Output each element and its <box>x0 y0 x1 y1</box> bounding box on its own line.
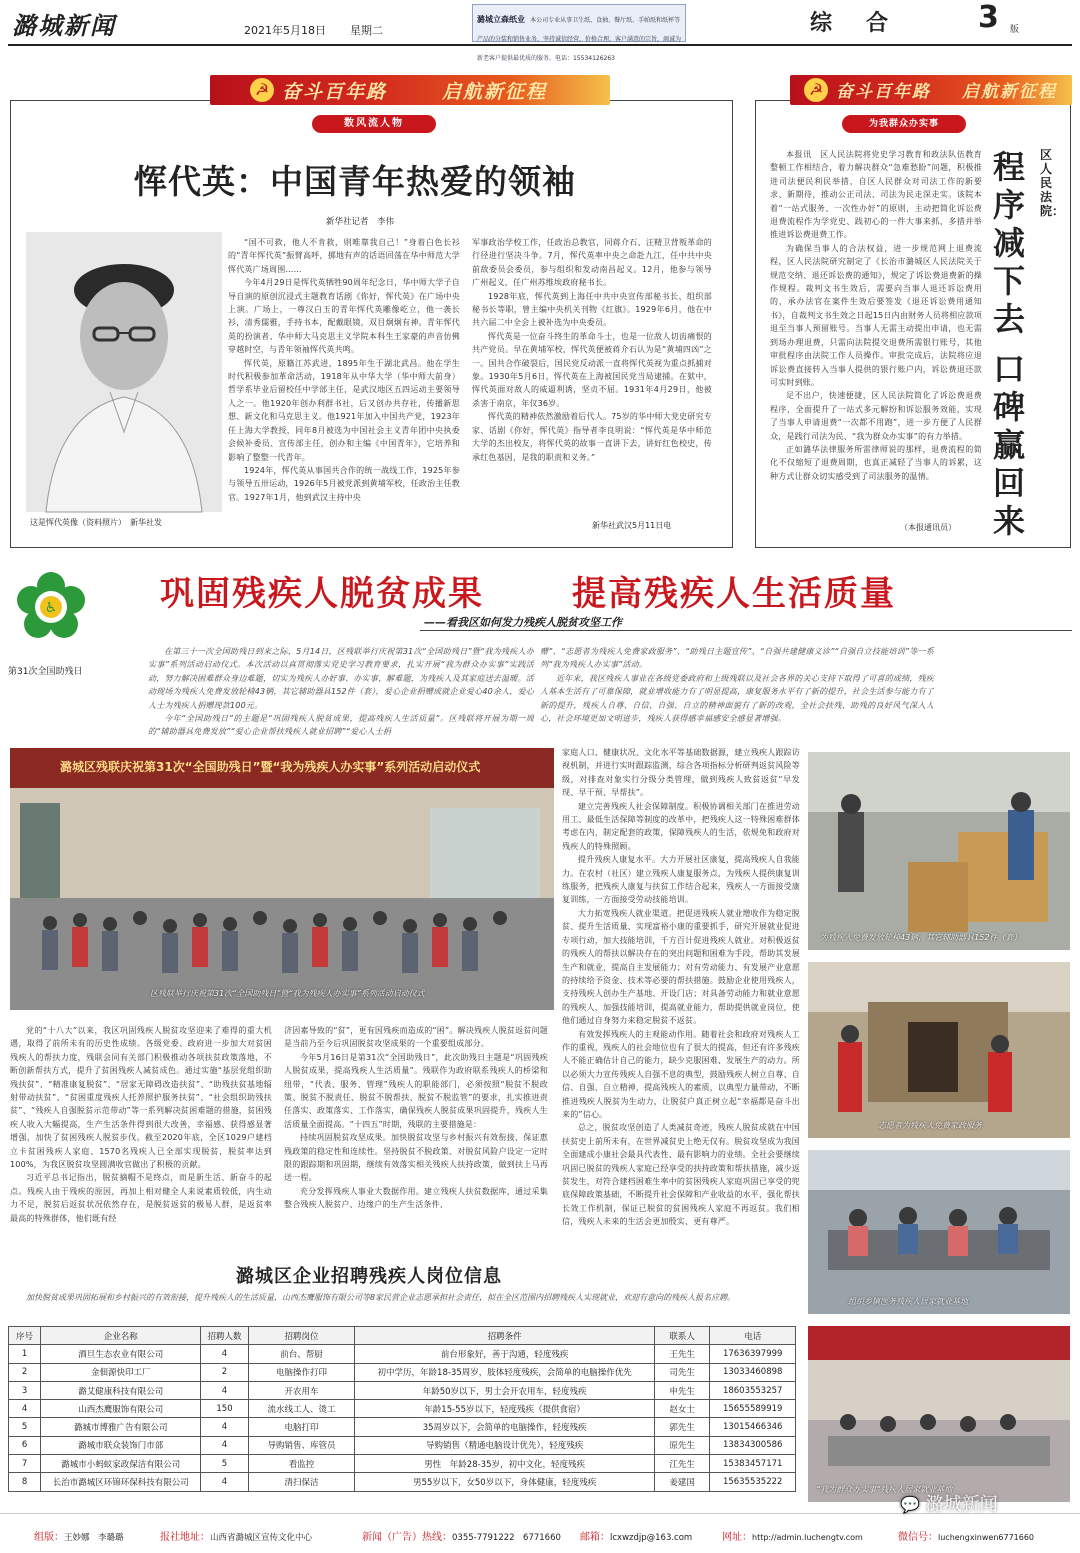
col-header: 招聘条件 <box>355 1327 654 1345</box>
photo-caption: 组织乡镇医务残疾人居家就业基地 <box>848 1297 968 1306</box>
banner-slogan-right: 启航新征程 <box>962 82 1057 102</box>
table-cell: 1 <box>9 1345 41 1363</box>
table-cell: 流水线工人、烫工 <box>248 1400 355 1418</box>
table-cell: 原先生 <box>654 1436 710 1454</box>
distribution-scene <box>808 752 1070 950</box>
banner-left <box>210 75 610 105</box>
table-cell: 4 <box>201 1436 248 1454</box>
table-cell: 4 <box>201 1418 248 1436</box>
table-cell: 看监控 <box>248 1455 355 1473</box>
table-cell: 赵女士 <box>654 1400 710 1418</box>
table-cell: 潞艾健康科技有限公司 <box>41 1381 201 1399</box>
feature-intro-left <box>148 645 534 735</box>
article1-paragraph: 恽代英，原籍江苏武进，1895年生于湖北武昌。他在学生时代积极参加革命活动，1918年从中华大学（华中师大前身）哲学系毕业后留校任中学部主任，是武汉地区五四运动主要领导人之一。他1920年创办利群书社，后又创办共存社，传播新思想、新文化和马克思主义。他1921年加入中国共产党，1923年任上海大学教授，同年8月被选为中国社会主义青年团中央执委会候补委员、宣传部主任，创办和主编《中国青年》，它培养和影响了整整一代青年。 <box>228 358 460 462</box>
table-cell: 35周岁以下，会简单的电脑操作，轻度残疾 <box>355 1418 654 1436</box>
table-cell: 前台、帮厨 <box>248 1345 355 1363</box>
photo-caption: 为残疾人免费发放轮椅43辆，其它辅助器具152件（套） <box>820 933 1022 942</box>
feature-intro-paragraph: 赠”、“志愿者为残疾人免费家政服务”、“助残日主题宣传”、“自强共建健康义诊”“自强自立技能培训”等一系列“我为残疾人办实事”活动。 <box>540 647 934 670</box>
wechat-watermark <box>900 1490 998 1516</box>
party-emblem-icon: ☭ <box>804 78 828 102</box>
table-cell: 年龄15-55岁以下，轻度残疾（提供食宿） <box>355 1400 654 1418</box>
banner-slogan-left: 奋斗百年路 <box>836 82 931 102</box>
table-cell: 导购销售（精通电脑设计优先），轻度残疾 <box>355 1436 654 1454</box>
article1-paragraph: 军事政治学校工作，任政治总教官，同蒋介石、汪精卫背叛革命的行径进行坚决斗争。7月，恽代英率中央之命赴九江，任中共中央前敌委员会委员，参与组织和发动南昌起义。12月，他参与领导广州起义，任广州苏维埃政府秘书长。 <box>472 238 712 288</box>
table-cell: 8 <box>9 1473 41 1491</box>
footer-email-value: lcxwzdjp@163.com <box>610 1533 693 1543</box>
footer-email-label: 邮箱： <box>580 1532 610 1543</box>
footer-editor-label: 组版： <box>34 1532 64 1543</box>
table-cell: 13033460898 <box>710 1363 796 1381</box>
table-cell: 姜建国 <box>654 1473 710 1491</box>
table-cell: 18603553257 <box>710 1381 796 1399</box>
recruit-title: 潞城区企业招聘残疾人岗位信息 <box>236 1266 502 1287</box>
feature-col-b <box>284 1024 548 1260</box>
banner-slogan-left: 奋斗百年路 <box>282 81 388 103</box>
footer-web-label: 网址： <box>722 1532 752 1543</box>
table-cell: 潞城市博雅广告有限公司 <box>41 1418 201 1436</box>
employment-scene <box>808 1150 1070 1314</box>
main-photo-caption: 区残联举行庆祝第31次“全国助残日”暨“我为残疾人办实事”系列活动启动仪式 <box>150 989 425 998</box>
article1-column-tag: 数风流人物 <box>312 115 436 133</box>
section-name: 综 合 <box>810 11 895 36</box>
table-cell: 酒旦生态农业有限公司 <box>41 1345 201 1363</box>
article1-paragraph: 1928年底，恽代英到上海任中共中央宣传部秘书长、组织部秘书长等职，曾主编中央机关刊物《红旗》。1929年6月，他在中共六届二中全会上被补选为中央委员。 <box>472 291 712 328</box>
event-banner-text: 潞城区残联庆祝第31次“全国助残日”暨“我为残疾人办实事”系列活动启动仪式 <box>60 760 481 774</box>
article2-paragraph: 本报讯 区人民法院将党史学习教育和政法队伍教育整顿工作相结合，着力解决群众“急难愁盼”问题，积极推进司法便民利民举措，自区人民群众对司法工作的新要求、新期待，推动公正司法、司法为民走深走实。该院本着“一站式服务、一次性办好”的原则，主动把简化诉讼费退费流程作为学党史、践初心的一件大事来抓，多措并举推进诉讼费退费工作。 <box>770 150 982 240</box>
footer-wechat <box>898 1528 1034 1543</box>
article2-column-tag: 为我群众办实事 <box>842 115 966 133</box>
table-cell: 2 <box>9 1363 41 1381</box>
table-cell: 15655589919 <box>710 1400 796 1418</box>
issue-date: 2021年5月18日 <box>244 24 326 37</box>
wechat-icon: 💬 <box>900 1495 920 1514</box>
feature-col-a <box>10 1024 272 1260</box>
table-cell: 潞城市联众装饰门市部 <box>41 1436 201 1454</box>
issue-weekday: 星期二 <box>350 24 383 37</box>
table-cell: 2 <box>201 1363 248 1381</box>
table-row <box>9 1473 796 1491</box>
table-cell: 13834300586 <box>710 1436 796 1454</box>
feature-paragraph: 持续巩固脱贫攻坚成果。加快脱贫攻坚与乡村振兴有效衔接，保证惠残政策的稳定性和连续性。坚持脱贫不脱政策、对脱贫风险户设定一定时限的跟踪期和巩固期，继续有效落实相关残疾人扶持政策，做到扶上马再送一程。 <box>284 1133 548 1183</box>
recruit-intro: 加快脱贫成果巩固拓展和乡村振兴的有效衔接，提升残疾人的生活质量，山西杰鹰服饰有限公司等8家民营企业志愿承担社会责任，拟在全区范围内招聘残疾人实现就业，欢迎有意向的残疾人报名应聘。 <box>26 1293 736 1302</box>
watermark-text: 潞城新闻 <box>925 1494 998 1515</box>
portrait-caption: 这是恽代英像（资料照片） 新华社发 <box>30 518 162 527</box>
table-row <box>9 1381 796 1399</box>
feature-intro-paragraph: 在第三十一次全国助残日到来之际，5月14日，区残联举行庆祝第31次“全国助残日”暨“我为残疾人办实事”系列活动启动仪式。本次活动以真贯彻落实党史学习教育要求，扎实开展“我为群众办实事”实践活动，努力解决困难群众身边难题，切实为残疾人办好事、办实事、解难题，为残疾人及其家庭送去温暖。活动现场为残疾人免费发放轮椅43辆，其它辅助器具152件（套），爱心企业捐赠成就企业爱心40余人，爱心人士为残疾人捐赠现款100元。 <box>148 647 534 710</box>
col-header: 招聘人数 <box>201 1327 248 1345</box>
footer-web <box>722 1528 863 1543</box>
feature-headline-1: 巩固残疾人脱贫成果 <box>160 574 484 614</box>
photo-volunteer-housework <box>808 962 1070 1138</box>
table-cell: 4 <box>201 1473 248 1491</box>
table-cell: 男性 年龄28-35岁，初中文化，轻度残疾 <box>355 1455 654 1473</box>
table-header-row <box>9 1327 796 1345</box>
article2-paragraph: 足不出户，快速便捷，区人民法院简化了诉讼费退费程序，全面提升了一站式多元解纷和诉讼服务效能，实现了当事人申请退费“一次都不用跑”，进一步方便了人民群众，是践行司法为民、“我为群众办实事”的有力举措。 <box>770 391 982 441</box>
article1-col1 <box>228 236 460 532</box>
article2-source: （本报通讯员） <box>900 523 956 532</box>
article1-col2 <box>472 236 712 516</box>
feature-rule <box>420 630 1072 631</box>
table-cell: 4 <box>201 1345 248 1363</box>
banner-right <box>790 75 1072 105</box>
party-emblem-icon: ☭ <box>250 78 274 102</box>
footer-email <box>580 1528 692 1543</box>
table-cell: 潞城市小蚂蚁家政保洁有限公司 <box>41 1455 201 1473</box>
table-cell: 4 <box>9 1400 41 1418</box>
flower-logo-icon <box>16 572 86 642</box>
recruit-table <box>8 1326 796 1492</box>
article2-title-main: 程序减下去 <box>993 148 1026 338</box>
col-header: 企业名称 <box>41 1327 201 1345</box>
article1-paragraph: 今年4月29日是恽代英牺牲90周年纪念日，华中师大学子自导自演的原创沉浸式主题教育话剧《你好，恽代英》在广场中央上演。广场上，一尊汉白玉的青年恽代英雕像屹立，他一袭长衫，清秀儒雅，手持书本，配戴眼镜，双目炯炯有神。青年恽代英的扮演者、华中师大马克思主义学院本科生王家豪的声音仿佛穿越时空，与青年领袖恽代英共鸣。 <box>228 278 460 355</box>
table-cell: 5 <box>201 1455 248 1473</box>
table-cell: 金佃源快印工厂 <box>41 1363 201 1381</box>
footer-hotline <box>362 1528 561 1543</box>
footer-wechat-value: luchengxinwen6771660 <box>938 1533 1035 1542</box>
portrait-photo <box>26 232 222 512</box>
table-cell: 7 <box>9 1455 41 1473</box>
table-cell: 年龄50岁以下，男士会开农用车，轻度残疾 <box>355 1381 654 1399</box>
table-row <box>9 1455 796 1473</box>
header-ad-title: 潞城立森纸业 <box>477 15 525 24</box>
article2-paragraph: 正如潞华法律服务所雷律师说的那样，退费流程的简化不仅缩短了退费周期，也真正减轻了当事人的诉累，这种方式让群众切实感受到了司法服务的温情。 <box>770 444 982 481</box>
table-cell: 5 <box>9 1418 41 1436</box>
article1-title: 恽代英：中国青年热爱的领袖 <box>134 162 576 201</box>
feature-paragraph: 大力拓宽残疾人就业渠道。把促进残疾人就业增收作为稳定脱贫、提升生活质量、实现富裕小康的重要抓手，研究开展就业促进专项行动，加大技能培训，千方百计促进残疾人就业。对积极返贫的残疾人的帮扶以解决存在的突出问题和困难为手段，帮助其发展生产和就业，提高自主发展能力；对有劳动能力、有发展产业意愿的持续给予资金、技术等必要的帮扶措施。鼓励企业使用残疾人，支持残疾人创办生产基地、开设门店；对具备劳动能力和就业意愿的残疾人，加强技能培训，提高就业能力，帮助提供就业岗位，使他们通过自身努力来稳定脱贫不返贫。 <box>562 908 800 1026</box>
banner-slogan-right: 启航新征程 <box>442 81 548 103</box>
feature-paragraph: 总之，脱贫攻坚创造了人类减贫奇迹，残疾人脱贫成就在中国扶贫史上前所未有，在世界减贫史上绝无仅有。脱贫攻坚成为我国全面建成小康社会最具代表性、最有影响力的业绩。全社会要继续巩固已脱贫的残疾人家庭已经享受的扶持政策和帮扶措施，减少返贫发生，对符合建档困难生率中的贫困残疾人家庭巩固已享受的兜底保障政策基础，不断提升社会保障和产业收益的水平，强化帮扶长效工作机制，保证已脱贫的贫困残疾人家庭不再返贫。我们相信，残疾人未来的生活会更加殷实、更有尊严。 <box>562 1123 800 1227</box>
feature-intro-paragraph: 近年来，我区残疾人事业在各级党委政府和上级残联以及社会各界的关心支持下取得了可喜的成绩，残疾人基本生活有了可靠保障，就业增收能力有了明显提高，康复服务水平有了新的提升，社会生活参与能力有了新的提升，残疾人自尊、自信、自强、自立的精神面貌有了新的改观，全社会扶残、助残的良好风气深入人心，社会环境更加文明进步，残疾人获得感幸福感安全感显著增强。 <box>540 673 934 724</box>
logo-caption: 第31次全国助残日 <box>8 667 83 677</box>
table-cell: 导购销售、库管员 <box>248 1436 355 1454</box>
photo-employment-base <box>808 1150 1070 1314</box>
feature-col-mid <box>562 746 800 1254</box>
feature-paragraph: 党的“十八大”以来，我区巩固残疾人脱贫攻坚迎来了难得的重大机遇，取得了前所未有的历史性成绩。各级党委、政府进一步加大对贫困残疾人的帮扶力度，残联会同有关部门积极推动各项扶贫政策落地，不断创新帮扶方式，提升了贫困残疾人减贫成色。通过实施“基层党组织助残扶贫”、“精准康复脱贫”、“居家无障碍改造扶贫”、“助残扶贫基地辐射带动扶贫”、“贫困重度残疾人托养照护服务扶贫”、“社会组织助残扶贫”、“残疾人自强脱贫示范带动”等一系列解决贫困难题的措施，贫困残疾人收入大幅提高，生产生活条件得到很大改善，幸福感、获得感显著增强，加快了贫困残疾人脱贫步伐。截至2020年底，全区1029户建档立卡贫困残疾人家庭、1570名残疾人已全部实现脱贫，脱贫率达到100%，为我区脱贫攻坚圆满收官做出了积极的贡献。 <box>10 1026 272 1170</box>
article2-paragraph: 为确保当事人的合法权益，进一步规范网上退费流程，区人民法院研究制定了《长治市潞城区人民法院关于规范交纳、退还诉讼费的通知》，规定了诉讼费退费新的操作规程。裁判文书生效后，需要向当事人退还诉讼费用的，承办法官在案件生效后要签发《退还诉讼费用通知书》，自裁判文书生效之日起15日内由财务人员将相应款项退至当事人预留账号。当事人无需主动提出申请，也无需到场办理退费，只需向法院提交退费所需银行账号，其他审批程序由法院工作人员操作。审批完成后，法院将应退诉讼费直接转入当事人提供的银行账户内，诉讼费退还款可实时到账。 <box>770 243 982 387</box>
housework-scene <box>808 962 1070 1138</box>
svg-text:♿: ♿ <box>44 600 58 616</box>
table-cell: 山西杰鹰服饰有限公司 <box>41 1400 201 1418</box>
job-fair-scene <box>808 1326 1070 1502</box>
paper-name: 潞城新闻 <box>12 11 116 40</box>
footer-wechat-label: 微信号： <box>898 1532 938 1543</box>
footer-hotline-value: 0355-7791222 6771660 <box>452 1533 561 1543</box>
feature-paragraph: 提升残疾人康复水平。大力开展社区康复，提高残疾人自我能力。在农村（社区）建立残疾人康复服务点，为残疾人提供康复训练服务，把残疾人康复与扶贫工作结合起来，残疾人一方面接受康复训练，一方面接受劳动技能培训。 <box>562 855 800 905</box>
table-row <box>9 1363 796 1381</box>
article1-byline: 新华社记者 李伟 <box>326 217 395 227</box>
article2-body <box>770 148 982 523</box>
table-row <box>9 1400 796 1418</box>
feature-subtitle: ——看我区如何发力残疾人脱贫攻坚工作 <box>424 616 622 629</box>
header-ad-text: 本公司专业从事卫生纸、食抽、餐厅纸、手帕纸和纸杯等产品的分装和销售业务，坚持诚信经营，价格合理，客户满意的宗旨，竭诚为新老客户提供最优质的服务。电话：15534126263 <box>477 17 682 62</box>
photo-caption: 志愿者为残疾人免费家政服务 <box>878 1121 982 1130</box>
feature-paragraph: 建立完善残疾人社会保障制度。积极协调相关部门在推进劳动用工、最低生活保障等制度的改革中，把残疾人这一特殊困难群体考虑在内，制定配套的政策，保障残疾人的生活，依规免和政府对残疾人的特殊照顾。 <box>562 801 800 851</box>
table-cell: 初中学历，年龄18-35周岁，肢体轻度残疾，会简单的电脑操作优先 <box>355 1363 654 1381</box>
feature-headline-2: 提高残疾人生活质量 <box>572 574 896 614</box>
feature-paragraph: 家庭人口、健康状况、文化水平等基础数据源，建立残疾人跟踪访视机制，并进行实时跟踪监测，综合各项指标分析研判返贫风险等级，对排查对象实行分级分类管理，做到残疾人致贫返贫“早发现、早干预、早帮扶”。 <box>562 748 800 798</box>
feature-paragraph: 今年5月16日是第31次“全国助残日”，此次助残日主题是“巩固残疾人脱贫成果，提高残疾人生活质量”。残联作为政府联系残疾人的桥梁和纽带，“代表、服务、管理”残疾人的职能部门，必须按照“脱贫不脱政策、脱贫不脱责任、脱贫不脱帮扶、脱贫不脱监管”的要求，扎实推进责任落实、政策落实、工作落实，确保残疾人脱贫成果巩固提升，残疾人生活质量全面提高。“十四五”时期，残联的主要措施是： <box>284 1052 548 1129</box>
article1-paragraph: 1924年，恽代英从事国共合作的统一战线工作，1925年参与领导五卅运动，1926年5月被党派到黄埔军校，任政治主任教官。1927年1月，他到武汉主持中央 <box>228 465 460 502</box>
table-row <box>9 1345 796 1363</box>
table-cell: 17636397999 <box>710 1345 796 1363</box>
event-scene <box>10 748 554 1010</box>
col-header: 电话 <box>710 1327 796 1345</box>
table-cell: 6 <box>9 1436 41 1454</box>
photo-caption: “我为群众办实事”残疾人居家就业基地 <box>816 1485 953 1494</box>
portrait-figure <box>26 232 222 512</box>
table-row <box>9 1418 796 1436</box>
footer-address-value: 山西省潞城区宣传文化中心 <box>210 1533 313 1543</box>
feature-paragraph: 济因素导致的“贫”，更有因残疾而造成的“困”。解决残疾人脱贫返贫问题是当前乃至今后巩固脱贫攻坚成果的一个重要组成部分。 <box>284 1026 548 1049</box>
feature-paragraph: 有效发挥残疾人的主观能动作用。随着社会和政府对残疾人工作的重视，残疾人的社会地位也有了很大的提高，但还有许多残疾人不能正确估计自己的能力，缺少克服困难、发展生产的动力。所以必须大力宣传残疾人自强不息的典型，鼓励残疾人树立自尊、自信、自强、自立精神，提高残疾人的素质，以典型力量带动，不断推进残疾人脱贫为生动力，让脱贫户真正树立起“幸福都是奋斗出来的”信心。 <box>562 1029 800 1119</box>
table-cell: 13015466346 <box>710 1418 796 1436</box>
table-cell: 江先生 <box>654 1455 710 1473</box>
article1-paragraph: 恽代英是一位奋斗终生的革命斗士，也是一位敌人切齿痛恨的共产党员。早在黄埔军校，恽代英便被蒋介石认为是“黄埔四凶”之一。国共合作破裂后，国民党反动派一直将恽代英视为重点抓捕对象。1930年5月6日，恽代英在上海被国民党当局逮捕。在狱中，恽代英面对敌人的威逼利诱，坚贞不屈。1931年4月29日，他被杀害于南京，年仅36岁。 <box>472 331 712 408</box>
article2-title-lead: 区人民法院： <box>1040 148 1065 218</box>
table-cell: 开农用车 <box>248 1381 355 1399</box>
table-cell: 电脑打印 <box>248 1418 355 1436</box>
table-cell: 4 <box>201 1381 248 1399</box>
table-cell: 司先生 <box>654 1363 710 1381</box>
page-number: 3 <box>978 0 999 35</box>
table-cell: 清扫保洁 <box>248 1473 355 1491</box>
table-cell: 电脑操作打印 <box>248 1363 355 1381</box>
col-header: 联系人 <box>654 1327 710 1345</box>
footer <box>0 1513 1080 1553</box>
feature-paragraph: 习近平总书记指出，脱贫摘帽不是终点，而是新生活、新奋斗的起点。残疾人由于残疾的原因，再加上相对健全人来说素质较低，内生动力不足，脱贫后返贫状况依然存在，是脱贫返贫的极易人群，是返贫率最高的特殊群体，他们既有经 <box>10 1173 272 1223</box>
disability-day-logo <box>16 572 86 642</box>
footer-address <box>160 1528 312 1543</box>
table-cell: 王先生 <box>654 1345 710 1363</box>
article1-paragraph: 恽代英的精神依然激励着后代人。75岁的华中师大党史研究专家、话剧《你好，恽代英》指导者李良明说：“恽代英是华中师范大学的杰出校友，将恽代英的故事一直讲下去，讲好红色校史，传承红色基因，是我的职责和义务。” <box>472 412 712 462</box>
table-cell: 前台形象好，善于沟通，轻度残疾 <box>355 1345 654 1363</box>
main-event-photo <box>10 748 554 1010</box>
table-cell: 3 <box>9 1381 41 1399</box>
article1-dateline: 新华社武汉5月11日电 <box>592 521 672 530</box>
footer-editor-value: 王妙娜 李璐璐 <box>64 1533 124 1543</box>
footer-hotline-label: 新闻（广告）热线： <box>362 1532 452 1543</box>
table-cell: 长治市潞城区环锦环保科技有限公司 <box>41 1473 201 1491</box>
footer-editor <box>34 1528 124 1543</box>
footer-web-value: http://admin.luchengtv.com <box>752 1533 863 1542</box>
table-row <box>9 1436 796 1454</box>
header-ad <box>472 4 686 62</box>
table-cell: 150 <box>201 1400 248 1418</box>
table-cell: 男55岁以下，女50岁以下，身体健康，轻度残疾 <box>355 1473 654 1491</box>
footer-address-label: 报社地址： <box>160 1532 210 1543</box>
col-header: 序号 <box>9 1327 41 1345</box>
feature-intro-paragraph: 今年“全国助残日”的主题是“巩固残疾人脱贫成果，提高残疾人生活质量”。区残联将开展为期一周的“辅助器具免费发放”“爱心企业帮扶残疾人就业招聘”“爱心人士捐 <box>148 714 534 737</box>
article2-title-sub: 口碑赢回来 <box>993 350 1026 540</box>
feature-paragraph: 充分发挥残疾人事业大数据作用。建立残疾人扶贫数据库，通过采集整合残疾人脱贫户、边缘户的生产生活条件、 <box>284 1186 548 1210</box>
page-unit: 版 <box>1010 25 1020 35</box>
table-cell: 15635535222 <box>710 1473 796 1491</box>
feature-intro-right <box>540 645 934 735</box>
table-cell: 15383457171 <box>710 1455 796 1473</box>
masthead-rule <box>8 44 1072 46</box>
photo-job-fair <box>808 1326 1070 1502</box>
table-cell: 郭先生 <box>654 1418 710 1436</box>
table-cell: 申先生 <box>654 1381 710 1399</box>
article1-paragraph: “国不可救，他人不肯救，则唯靠我自己！”身着白色长衫的“青年恽代英”振臂高呼，掷地有声的话语回荡在华中师范大学恽代英广场周围…… <box>228 238 460 274</box>
photo-wheelchair-distribution <box>808 752 1070 950</box>
col-header: 招聘岗位 <box>248 1327 355 1345</box>
